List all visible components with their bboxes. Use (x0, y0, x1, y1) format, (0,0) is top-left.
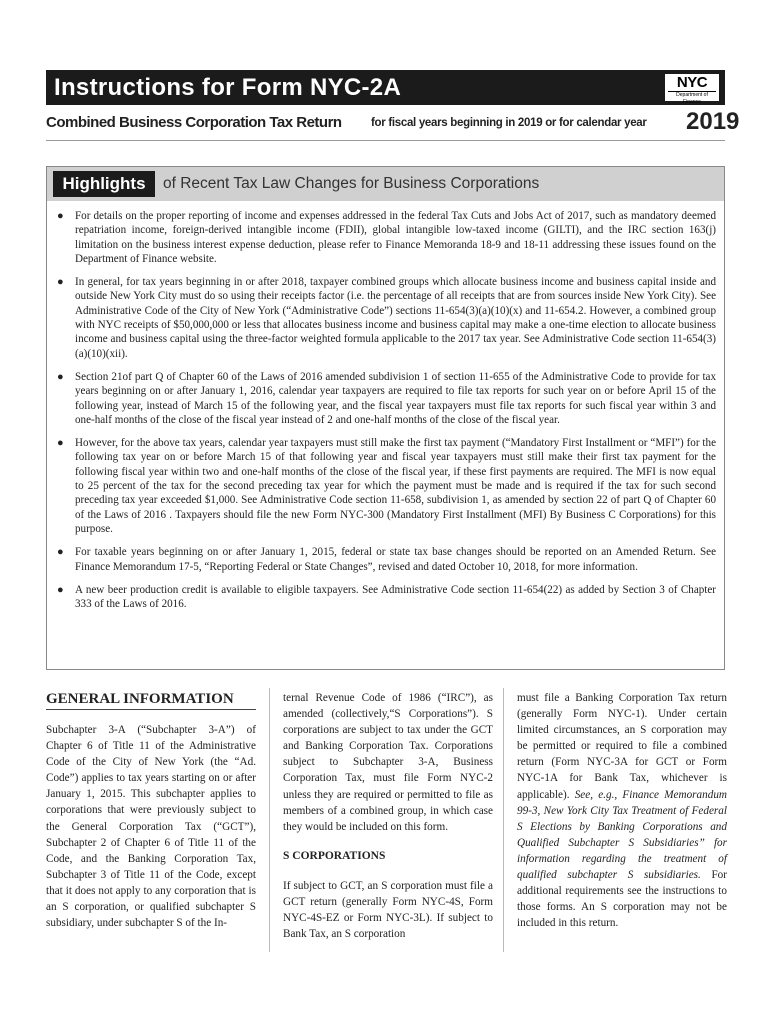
list-item (47, 583, 724, 612)
document-title: Instructions for Form NYC-2A (54, 74, 402, 101)
list-item (47, 436, 724, 536)
paragraph-text: must file a Banking Corporation Tax return (generally Form NYC-1). Under certain limited circumstances, an S corporation may be permitted or required to file a combined return (Form NYC-3A for GCT or Form NYC-1A for Bank Tax, whichever is applicable). (517, 692, 727, 801)
memorandum-reference: See, e.g., Finance Memorandum 99-3, New York City Tax Treatment of Federal S Elections by Banking Corporations and Qualified Subchapter S Subsidiaries” for information regarding the treatment of qualified subchapter S subsidiaries. (517, 788, 727, 882)
list-item-text: A new beer production credit is available to eligible taxpayers. See Administrative Code section 11-654(22) as added by Section 3 of Chapter 333 of the Laws of 2016. (75, 583, 716, 611)
bullet-icon: ● (57, 546, 64, 559)
bullet-icon: ● (57, 210, 64, 222)
bullet-icon: ● (57, 437, 64, 450)
column-divider (503, 688, 504, 952)
section-heading-s-corporations: S CORPORATIONS (283, 849, 386, 862)
column-divider (269, 688, 270, 952)
logo-subtext: Department of Finance (668, 91, 716, 106)
highlights-label: Highlights (53, 171, 155, 197)
list-item-text: However, for the above tax years, calendar year taxpayers must still make the first tax payment (“Mandatory First Installment or “MFI”) for the following tax year on or before March 15 of that following year and fiscal year taxpayers must still make their first tax payment for the following fiscal year within two and one-half months of the close of the fiscal year, if these first payments are required. The MFI is now equal to 25 percent of the tax for the second preceding tax year for which the payment must be made and is required if the tax for such second preceding tax year exceeded $1,000. See Administrative Code section 11-658, subdivision 1, as amended by section 22 of part Q of Chapter 60 of the Laws of 2016 . Taxpayers should file the new Form NYC-300 (Mandatory First Installment (MFI) By Business C Corporations) for this purpose. (75, 437, 716, 535)
nyc-logo (665, 74, 719, 105)
list-item-text: For taxable years beginning on or after January 1, 2015, federal or state tax base changes should be reported on an Amended Return. See Finance Memorandum 17-5, “Reporting Federal or State Changes”, revised and dated October 10, 2018, for more information. (75, 546, 716, 573)
list-item-text: In general, for tax years beginning in or after 2018, taxpayer combined groups which allocate business income and business capital inside and outside New York City must do so using their receipts factor (i.e. the percentage of all receipts that are from sources inside New York City). See Administrative Code of the City of New York (“Administrative Code”) sections 11-654(3)(a)(10)(x) and 11-654.2. However, a combined group with NYC receipts of $50,000,000 or less that allocates business income and business capital may make a one-time election to allocate business income and business capital using the three-factor weighted formula applicable to the 2017 tax year. See Administrative Code section 11-654(3)(a)(10)(xii). (75, 276, 716, 360)
list-item (47, 209, 724, 266)
subtitle (46, 108, 740, 136)
title-bar (46, 70, 725, 105)
column-1 (46, 690, 256, 931)
subtitle-main: Combined Business Corporation Tax Return (46, 114, 342, 131)
paragraph-text: For additional requirements see the instructions to those forms. An S corporation may not be included in this return. (517, 869, 727, 930)
column-3 (517, 690, 727, 931)
list-item (47, 545, 724, 574)
divider (46, 140, 725, 141)
paragraph (517, 690, 727, 931)
highlights-title: of Recent Tax Law Changes for Business Corporations (163, 175, 540, 192)
paragraph: ternal Revenue Code of 1986 (“IRC”), as amended (collectively,“S Corporations”). S corporations are subject to tax under the GCT and Banking Corporation Tax. Corporations subject to Subchapter 3-A, Business Corporation Tax, must file Form NYC-2 unless they are required or permitted to file as members of a combined group, in which case they would be included on this form. (283, 692, 493, 833)
bullet-icon: ● (57, 276, 64, 289)
list-item (47, 275, 724, 361)
paragraph: Subchapter 3-A (“Subchapter 3-A”) of Chapter 6 of Title 11 of the Administrative Code of the City of New York (the “Ad. Code”) applies to tax years starting on or after January 1, 2015. This subchapter applies to corporations that were previously subject to the General Corporation Tax (“GCT”), Subchapter 2 of Chapter 6 of Title 11 of the Code, and the Banking Corporation Tax, Subchapter 3 of Title 11 of the Code, except that it does not apply to any corporation that is an S corporation, or qualified subchapter S subsidiary, under subchapter S of the In- (46, 724, 256, 930)
highlights-list (47, 209, 724, 620)
subtitle-rest: for fiscal years beginning in 2019 or for calendar year (371, 117, 647, 129)
paragraph: If subject to GCT, an S corporation must file a GCT return (generally Form NYC-4S, Form NYC-4S-EZ or Form NYC-3L). If subject to Bank Tax, an S corporation (283, 879, 493, 941)
section-heading-general: GENERAL INFORMATION (46, 690, 256, 710)
column-2 (283, 690, 493, 942)
form-year: 2019 (686, 108, 740, 135)
list-item-text: For details on the proper reporting of income and expenses addressed in the federal Tax Cuts and Jobs Act of 2017, such as mandatory deemed repatriation income, foreign-derived intangible income (FDII), global intangible low-taxed income (GILTI), and the IRC section 163(j) limitation on the business interest expense deduction, please refer to Finance Memoranda 18-9 and 18-11 addressing these issues found on the Department of Finance website. (75, 210, 716, 265)
list-item-text: Section 21of part Q of Chapter 60 of the Laws of 2016 amended subdivision 1 of section 11-655 of the Administrative Code to provide for tax years beginning on or after January 1, 2016, calendar year taxpayers are required to file tax reports for such year on or before April 15 of the following year, instead of March 15 of the following year, and the fiscal year taxpayers must file tax reports for such fiscal year within 3 and one-half months of the close of the fiscal year instead of 2 and one-half months of the close of the fiscal year. (75, 370, 716, 426)
list-item (47, 370, 724, 427)
logo-text: NYC (676, 74, 708, 91)
highlights-box (46, 166, 725, 670)
highlights-header (47, 167, 724, 201)
bullet-icon: ● (57, 370, 64, 383)
bullet-icon: ● (57, 583, 64, 596)
